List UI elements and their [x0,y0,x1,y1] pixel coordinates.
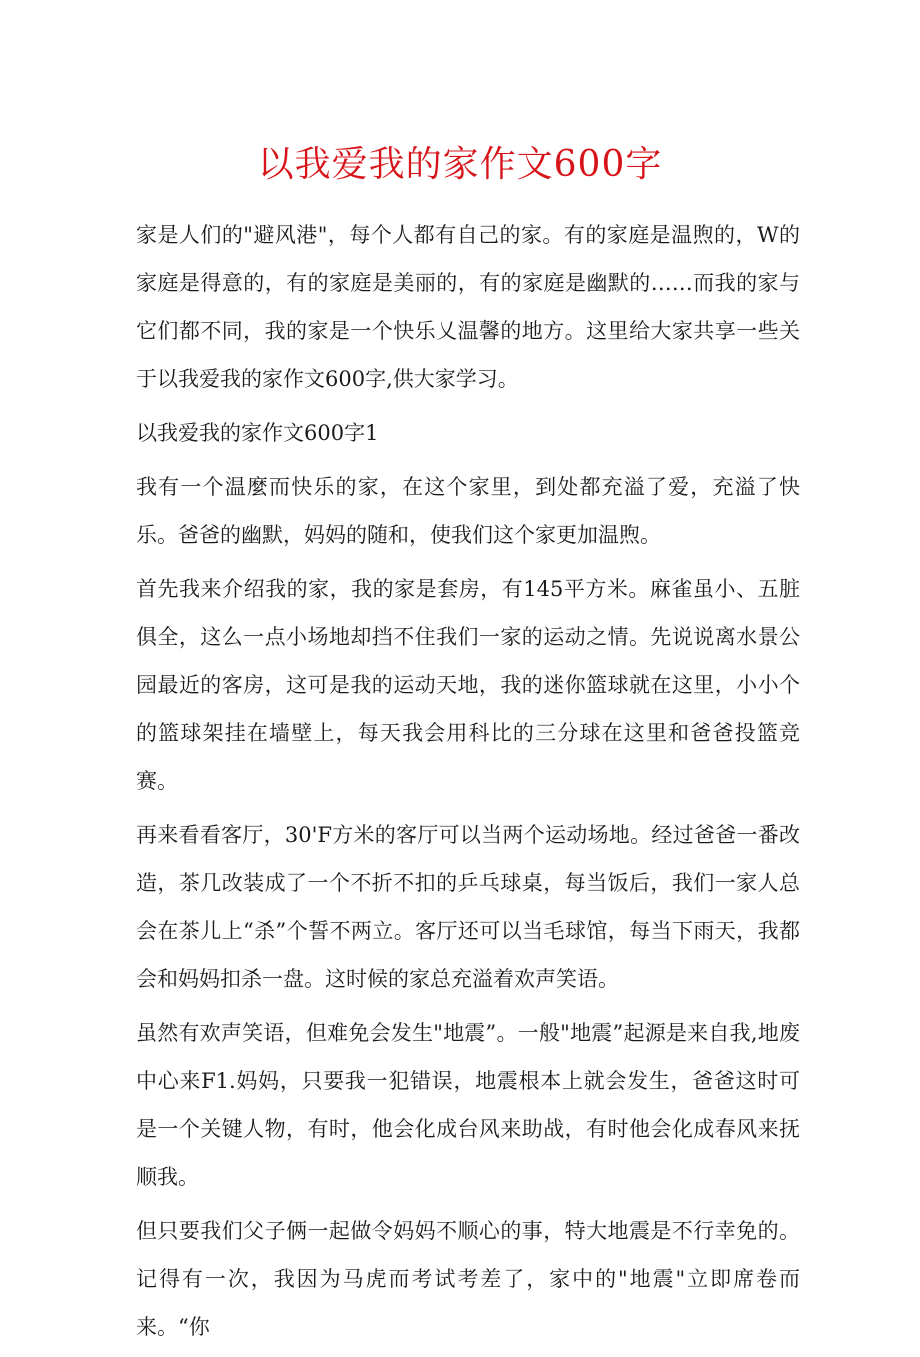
intro-paragraph: 家是人们的"避风港"，每个人都有自己的家。有的家庭是温煦的，W的家庭是得意的，有的家庭是美丽的，有的家庭是幽默的……而我的家与它们都不同，我的家是一个快乐乂温馨的地方。这里给大家共享一些关于以我爱我的家作文600字,供大家学习。 [136,223,800,391]
section-title: 以我爱我的家作文600字1 [136,421,379,445]
paragraph-5: 但只要我们父子俩一起做令妈妈不顺心的事，特大地震是不行幸免的。记得有一次，我因为马虎而考试考差了，家中的"地震"立即席卷而来。“你 [136,1219,800,1339]
document-title: 以我爱我的家作文600字 [257,144,663,185]
paragraph-4: 虽然有欢声笑语，但难免会发生"地震”。一般"地震”起源是来自我,地废中心来F1.妈妈，只要我一犯错误，地震根本上就会发生，爸爸这时可是一个关键人物，有时，他会化成台风来助战，有时他会化成春风来抚顺我。 [136,1021,800,1189]
document-body [136,211,800,1357]
paragraph-1: 我有一个温麼而快乐的家，在这个家里，到处都充溢了爱，充溢了快乐。爸爸的幽默，妈妈的随和，使我们这个家更加温煦。 [136,475,800,547]
paragraph-3: 再来看看客厅，30'F方米的客厅可以当两个运动场地。经过爸爸一番改造，茶几改装成了一个不折不扣的乒乓球桌，每当饭后，我们一家人总会在茶儿上“杀”个誓不两立。客厅还可以当毛球馆，每当下雨天，我都会和妈妈扣杀一盘。这时候的家总充溢着欢声笑语。 [136,823,800,991]
paragraph-2: 首先我来介绍我的家，我的家是套房，有145平方米。麻雀虽小、五脏俱全，这么一点小场地却挡不住我们一家的运动之情。先说说离水景公园最近的客房，这可是我的运动天地，我的迷你篮球就在这里，小小个的篮球架挂在墙壁上，每天我会用科比的三分球在这里和爸爸投篮竞赛。 [136,577,800,793]
